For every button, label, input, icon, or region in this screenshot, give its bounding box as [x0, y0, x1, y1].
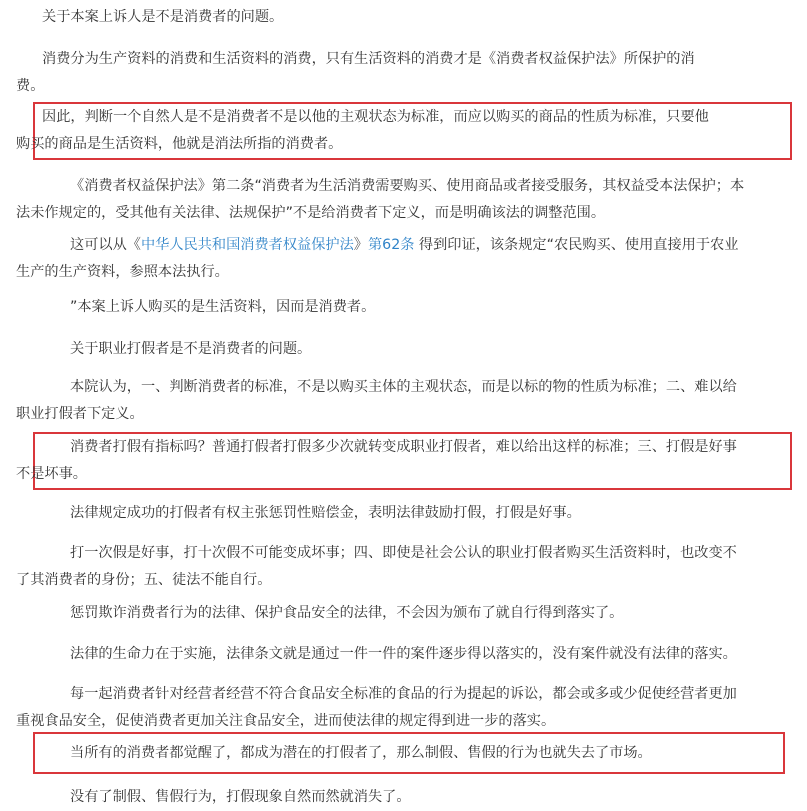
paragraph-8-line-1: 本院认为，一、判断消费者的标准，不是以购买主体的主观状态，而是以标的物的性质为标准；二、难以给 — [70, 379, 737, 395]
law-link[interactable]: 中华人民共和国消费者权益保护法 — [140, 237, 354, 253]
paragraph-14 — [16, 681, 807, 735]
paragraph-11 — [16, 540, 807, 594]
paragraph-5-suffix: 得到印证，该条规定“农民购买、使用直接用于农业 — [414, 237, 739, 253]
paragraph-13: 法律的生命力在于实施，法律条文就是通过一件一件的案件逐步得以落实的，没有案件就没有法律的落实。 — [70, 646, 737, 662]
paragraph-4 — [16, 173, 807, 227]
paragraph-7: 关于职业打假者是不是消费者的问题。 — [70, 341, 312, 357]
paragraph-2-line-1: 消费分为生产资料的消费和生活资料的消费，只有生活资料的消费才是《消费者权益保护法》所保护的消 — [42, 51, 695, 67]
paragraph-3 — [16, 104, 780, 158]
paragraph-3-line-2: 购买的商品是生活资料，他就是消法所指的消费者。 — [16, 136, 343, 152]
paragraph-4-line-1: 《消费者权益保护法》第二条“消费者为生活消费需要购买、使用商品或者接受服务，其权益受本法保护；本 — [70, 178, 745, 194]
paragraph-11-line-1: 打一次假是好事，打十次假不可能变成坏事；四、即使是社会公认的职业打假者购买生活资料时，也改变不 — [70, 545, 737, 561]
paragraph-5-line-2: 生产的生产资料，参照本法执行。 — [16, 264, 229, 280]
paragraph-6: ”本案上诉人购买的是生活资料，因而是消费者。 — [70, 299, 376, 315]
article-62-link[interactable]: 第62条 — [367, 237, 415, 253]
paragraph-1: 关于本案上诉人是不是消费者的问题。 — [42, 9, 284, 25]
paragraph-5-prefix: 这可以从《 — [70, 237, 141, 253]
paragraph-5 — [16, 232, 807, 286]
paragraph-5-mid: 》 — [353, 237, 368, 253]
paragraph-16: 没有了制假、售假行为，打假现象自然而然就消失了。 — [70, 789, 411, 805]
paragraph-12: 惩罚欺诈消费者行为的法律、保护食品安全的法律，不会因为颁布了就自行得到落实了。 — [70, 605, 624, 621]
paragraph-2 — [16, 46, 780, 100]
paragraph-9-line-1: 消费者打假有指标吗？普通打假者打假多少次就转变成职业打假者，难以给出这样的标准；三、打假是好事 — [70, 439, 737, 455]
paragraph-9-line-2: 不是坏事。 — [16, 466, 87, 482]
paragraph-5-line-1 — [70, 232, 807, 259]
paragraph-8-line-2: 职业打假者下定义。 — [16, 406, 144, 422]
paragraph-14-line-1: 每一起消费者针对经营者经营不符合食品安全标准的食品的行为提起的诉讼，都会或多或少促使经营者更加 — [70, 686, 737, 702]
paragraph-2-line-2: 费。 — [16, 78, 45, 94]
paragraph-8 — [16, 374, 807, 428]
paragraph-10: 法律规定成功的打假者有权主张惩罚性赔偿金，表明法律鼓励打假，打假是好事。 — [70, 505, 581, 521]
paragraph-11-line-2: 了其消费者的身份；五、徒法不能自行。 — [16, 572, 272, 588]
paragraph-9 — [16, 434, 807, 488]
paragraph-4-line-2: 法未作规定的，受其他有关法律、法规保护”不是给消费者下定义，而是明确该法的调整范围。 — [16, 205, 606, 221]
paragraph-14-line-2: 重视食品安全，促使消费者更加关注食品安全，进而使法律的规定得到进一步的落实。 — [16, 713, 556, 729]
paragraph-3-line-1: 因此，判断一个自然人是不是消费者不是以他的主观状态为标准，而应以购买的商品的性质为标准，只要他 — [42, 109, 709, 125]
paragraph-15: 当所有的消费者都觉醒了，都成为潜在的打假者了，那么制假、售假的行为也就失去了市场。 — [70, 745, 652, 761]
